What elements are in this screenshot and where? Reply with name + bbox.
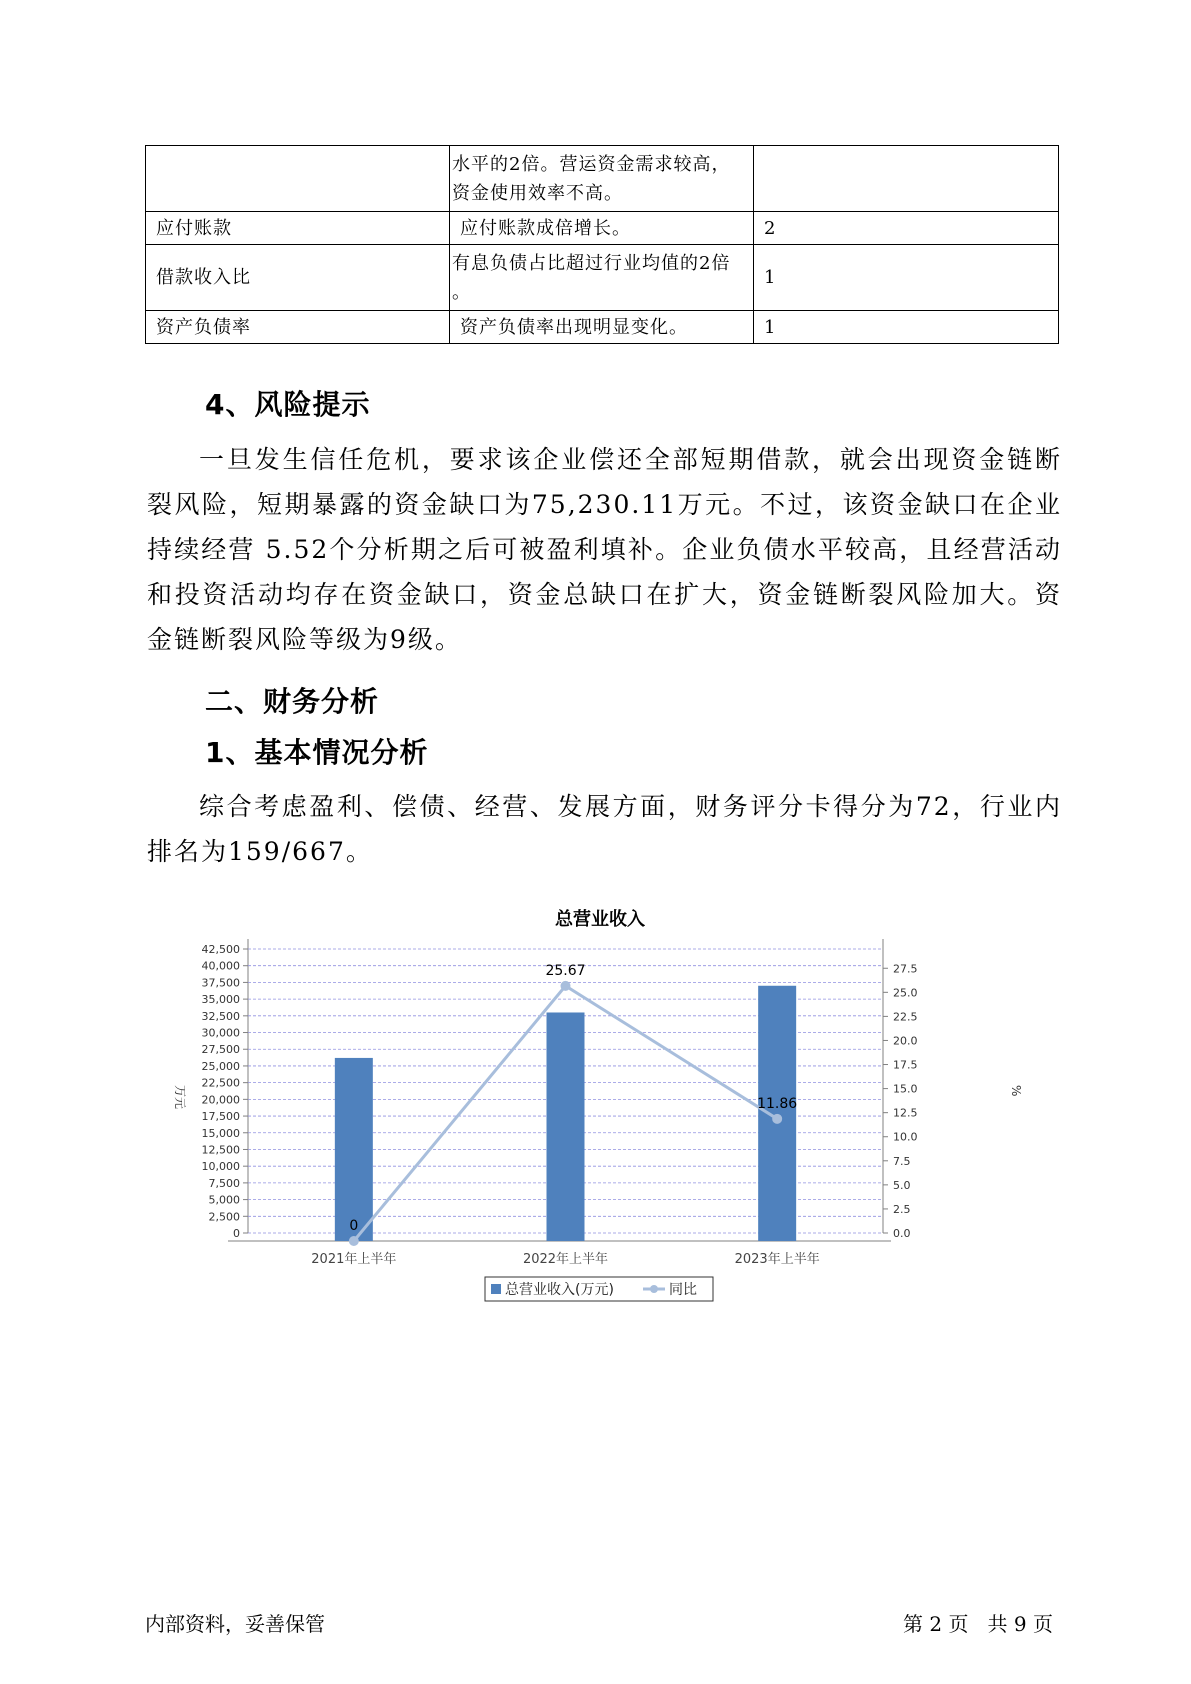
legend-label-bar: 总营业收入(万元) <box>505 1282 614 1298</box>
y-tick-label: 10,000 <box>201 1160 240 1174</box>
y-tick-label: 22,500 <box>201 1076 240 1090</box>
line-point <box>349 1236 359 1246</box>
y2-tick-label: 27.5 <box>893 962 918 976</box>
y-tick-label: 20,000 <box>201 1093 240 1107</box>
indicator-description: 应付账款成倍增长。 <box>450 212 754 245</box>
y-tick-label: 25,000 <box>201 1059 240 1073</box>
indicator-score: 1 <box>754 245 1059 311</box>
indicator-name <box>146 146 450 212</box>
y2-tick-label: 7.5 <box>893 1154 911 1168</box>
bar <box>758 986 796 1241</box>
legend-swatch-point <box>650 1285 658 1293</box>
line-point <box>561 981 571 991</box>
bar <box>547 1012 585 1241</box>
indicator-description: 资产负债率出现明显变化。 <box>450 311 754 344</box>
y2-tick-label: 22.5 <box>893 1010 918 1024</box>
data-label: 0 <box>349 1218 359 1234</box>
y-tick-label: 30,000 <box>201 1026 240 1040</box>
y2-tick-label: 0.0 <box>893 1227 911 1240</box>
x-tick-label: 2023年上半年 <box>734 1252 820 1267</box>
y-tick-label: 37,500 <box>201 976 240 990</box>
y-tick-label: 32,500 <box>201 1009 240 1023</box>
indicator-description: 水平的2倍。营运资金需求较高， 资金使用效率不高。 <box>450 146 754 212</box>
x-tick-label: 2021年上半年 <box>311 1252 397 1267</box>
revenue-chart <box>160 895 1040 1375</box>
indicator-name: 借款收入比 <box>146 245 450 311</box>
chart-title: 总营业收入 <box>555 909 645 930</box>
risk-indicator-table <box>145 145 1059 344</box>
table-row <box>146 245 1059 311</box>
y2-tick-label: 20.0 <box>893 1034 918 1048</box>
y-tick-label: 7,500 <box>208 1176 240 1190</box>
data-label: 25.67 <box>545 962 586 979</box>
y-tick-label: 0 <box>233 1227 240 1240</box>
y-tick-label: 27,500 <box>201 1043 240 1057</box>
table-row <box>146 212 1059 245</box>
y-tick-label: 2,500 <box>208 1210 240 1224</box>
y-tick-label: 42,500 <box>201 943 240 956</box>
indicator-score <box>754 146 1059 212</box>
data-label: 11.86 <box>757 1095 798 1112</box>
y2-tick-label: 15.0 <box>893 1082 918 1096</box>
y2-tick-label: 10.0 <box>893 1130 918 1144</box>
y2-tick-label: 5.0 <box>893 1178 911 1192</box>
section-heading-financial: 二、财务分析 <box>205 685 380 718</box>
y-tick-label: 40,000 <box>201 959 240 973</box>
table-row <box>146 311 1059 344</box>
indicator-name: 资产负债率 <box>146 311 450 344</box>
y2-axis-title: % <box>1009 1085 1023 1097</box>
y-tick-label: 5,000 <box>208 1193 240 1207</box>
footer-page-number: 第 2 页 共 9 页 <box>903 1612 1053 1636</box>
y2-tick-label: 12.5 <box>893 1106 918 1120</box>
section-heading-risk: 4、风险提示 <box>205 388 371 421</box>
bar <box>335 1058 373 1241</box>
y-tick-label: 15,000 <box>201 1126 240 1140</box>
chart-canvas <box>160 895 1040 1375</box>
table-row <box>146 146 1059 212</box>
indicator-description: 有息负债占比超过行业均值的2倍 。 <box>450 245 754 311</box>
x-tick-label: 2022年上半年 <box>522 1252 609 1267</box>
legend-label-line: 同比 <box>669 1282 697 1298</box>
footer-confidential: 内部资料，妥善保管 <box>145 1612 325 1636</box>
score-paragraph: 综合考虑盈利、偿债、经营、发展方面，财务评分卡得分为72，行业内排名为159/667。 <box>147 792 1062 866</box>
y-tick-label: 17,500 <box>201 1110 240 1124</box>
risk-paragraph: 一旦发生信任危机，要求该企业偿还全部短期借款，就会出现资金链断裂风险，短期暴露的资金缺口为75,230.11万元。不过，该资金缺口在企业持续经营 5.52个分析期之后可被盈利填补。企业负债水平较高，且经营活动和投资活动均存在资金缺口，资金总缺口在扩大，资金链断裂风险加大。资金链断裂风险等级为9级。 <box>147 445 1062 654</box>
y-tick-label: 35,000 <box>201 993 240 1007</box>
line-point <box>772 1114 782 1124</box>
indicator-name: 应付账款 <box>146 212 450 245</box>
indicator-score: 2 <box>754 212 1059 245</box>
subsection-heading-basic: 1、基本情况分析 <box>205 736 429 769</box>
y2-tick-label: 17.5 <box>893 1058 918 1072</box>
y2-tick-label: 2.5 <box>893 1202 911 1216</box>
y2-tick-label: 25.0 <box>893 986 918 1000</box>
y-tick-label: 12,500 <box>201 1143 240 1157</box>
legend-swatch-bar <box>491 1284 501 1294</box>
indicator-score: 1 <box>754 311 1059 344</box>
y-axis-title: 万元 <box>173 1085 187 1110</box>
